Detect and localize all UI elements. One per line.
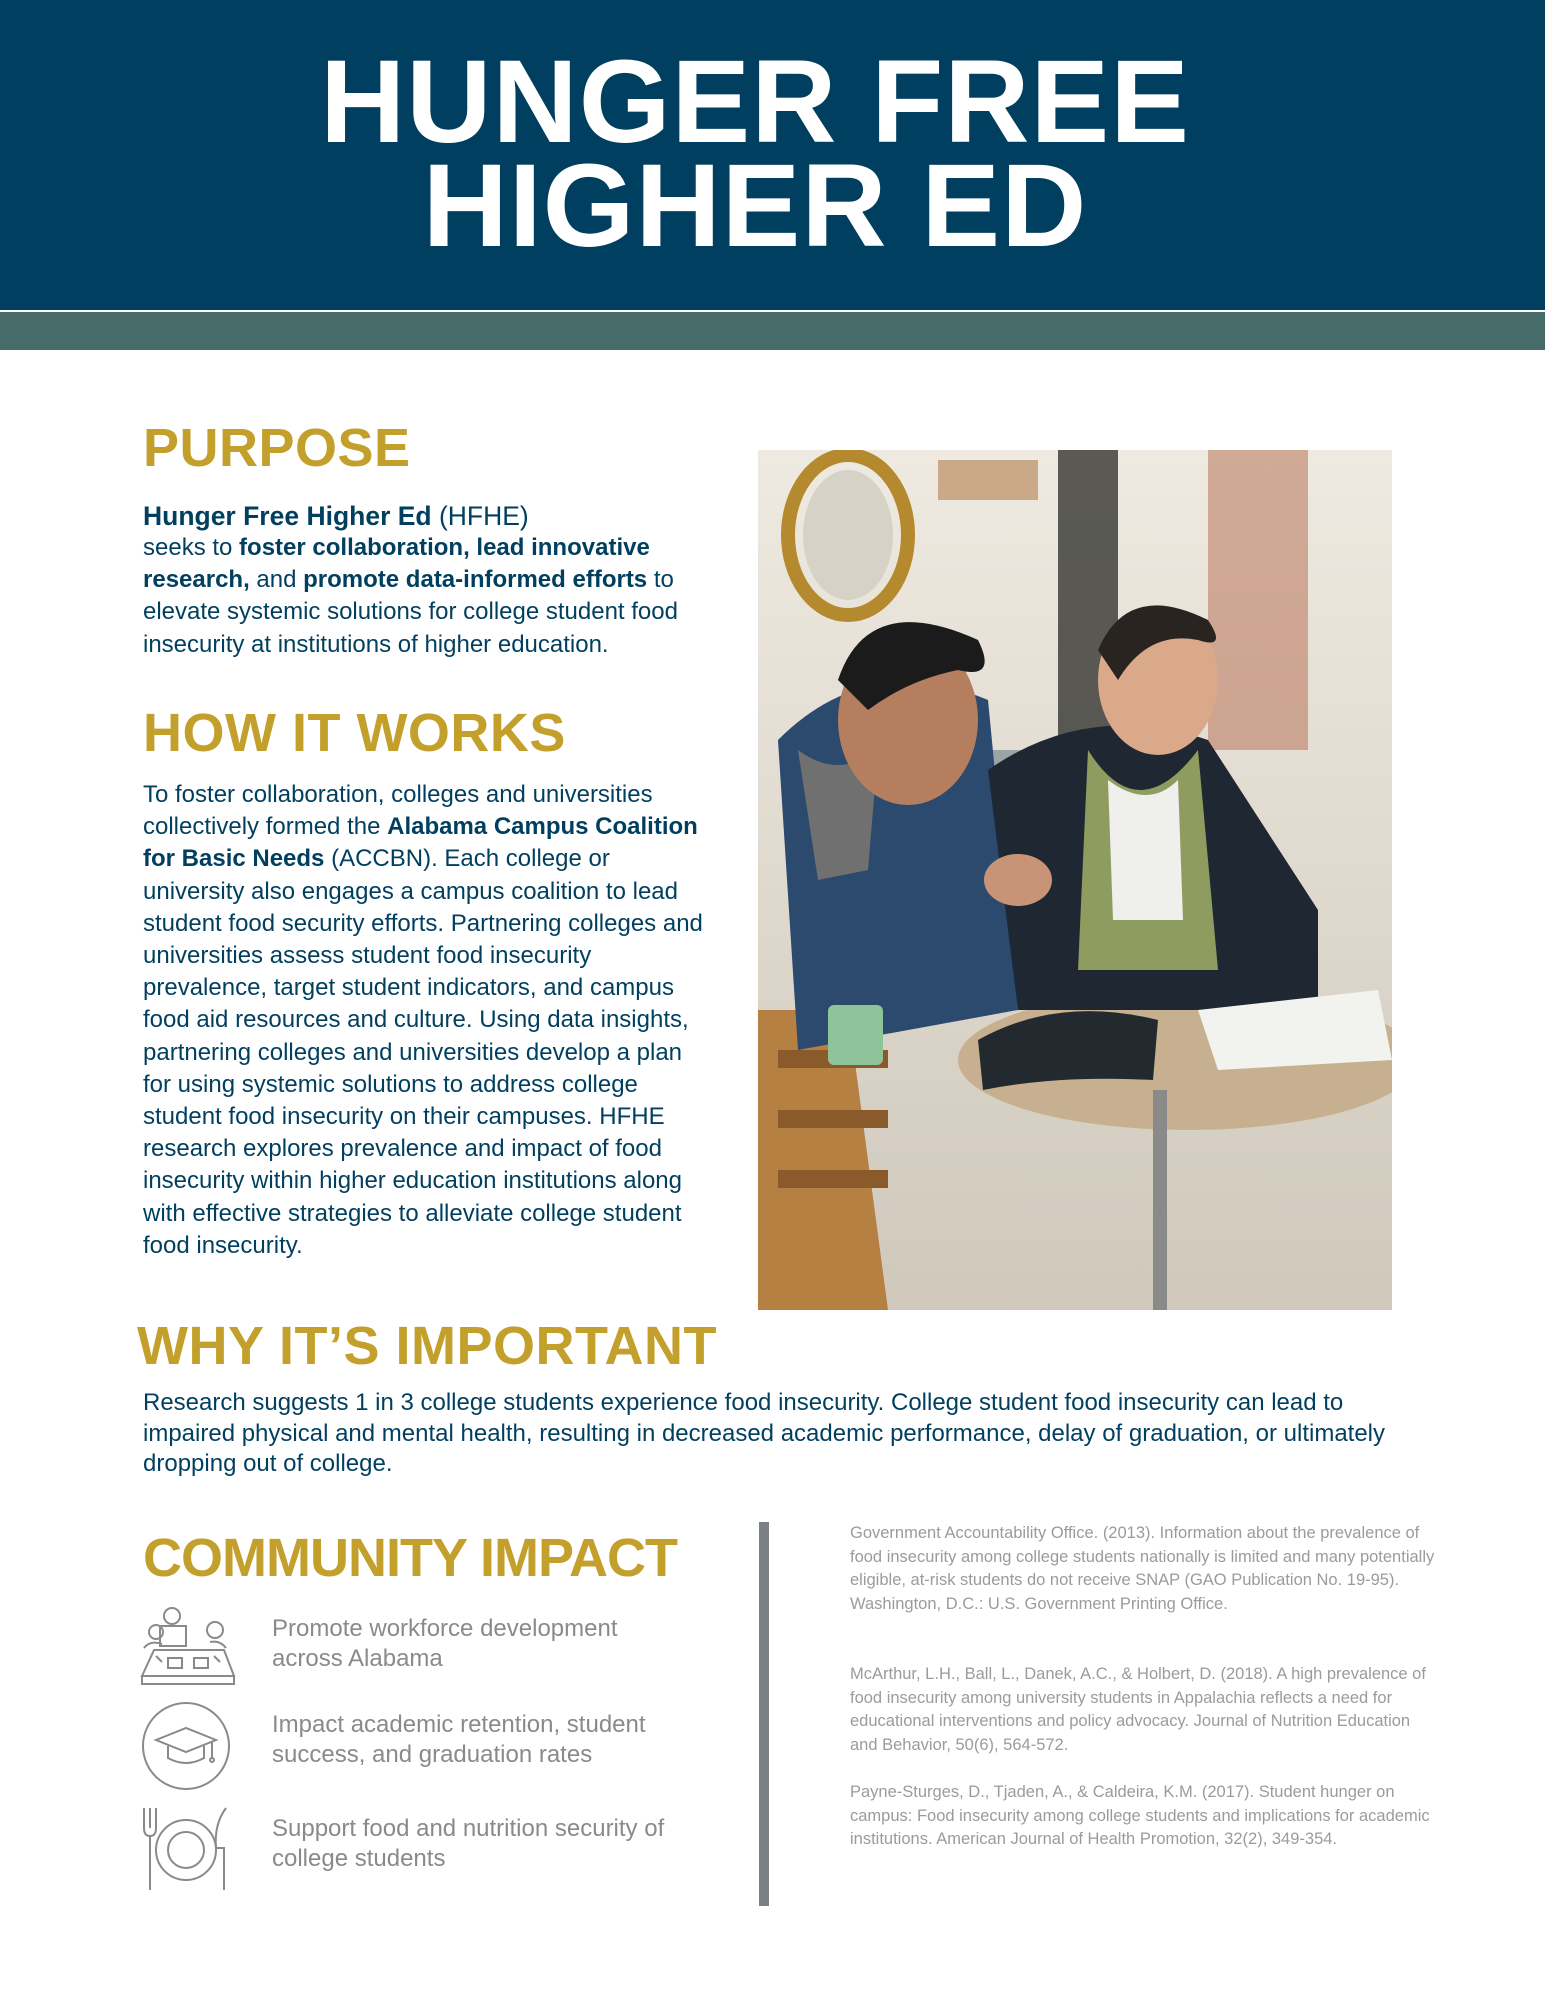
why-important-paragraph: Research suggests 1 in 3 college students experience food insecurity. College student food insecurity can lead to impaired physical and mental health, resulting in decreased academic performance, delay of graduation, or ultimately dropping out of college. bbox=[143, 1389, 1386, 1477]
impact-text-academic: Impact academic retention, student success, and graduation rates bbox=[272, 1711, 646, 1768]
header-accent-band bbox=[0, 312, 1545, 350]
title-line-1: HUNGER FREE bbox=[320, 36, 1190, 168]
impact-item-academic bbox=[140, 1700, 700, 1796]
purpose-heading: PURPOSE bbox=[143, 418, 411, 478]
how-text-1: To foster collaboration, colleges and universities collectively formed the bbox=[143, 781, 653, 841]
purpose-bold-2: promote data-informed efforts bbox=[303, 566, 648, 594]
why-important-heading: WHY IT’S IMPORTANT bbox=[137, 1316, 717, 1376]
vertical-divider bbox=[759, 1522, 769, 1906]
how-text-2: (ACCBN). Each college or university also engages a campus coalition to lead student food security efforts. Partnering colleges and universities assess student food insecurity prevalence, target student indicators, and campus food aid resources and culture. Using data insights, partnering colleges and universities develop a plan for using systemic solutions to address college student food insecurity on their campuses. HFHE research explores prevalence and impact of food insecurity within higher education institutions along with effective strategies to alleviate college student food insecurity. bbox=[143, 845, 703, 1259]
purpose-text-1: seeks to bbox=[143, 534, 240, 561]
page-title bbox=[0, 36, 1510, 272]
purpose-paragraph bbox=[143, 500, 723, 661]
community-impact-heading: COMMUNITY IMPACT bbox=[143, 1528, 677, 1588]
graduation-cap-icon bbox=[140, 1700, 236, 1796]
impact-item-food bbox=[140, 1804, 700, 1900]
program-name: Hunger Free Higher Ed bbox=[143, 501, 432, 531]
plate-fork-knife-icon bbox=[140, 1804, 236, 1900]
reference-payne-sturges: Payne-Sturges, D., Tjaden, A., & Caldeira, K.M. (2017). Student hunger on campus: Food insecurity among college students and implications for academic institutions. American Journal of Health Promotion, 32(2), 349-354. bbox=[850, 1783, 1430, 1848]
impact-item-workforce bbox=[140, 1604, 700, 1700]
workforce-meeting-icon bbox=[140, 1604, 236, 1700]
how-it-works-heading: HOW IT WORKS bbox=[143, 703, 566, 763]
title-line-2: HIGHER ED bbox=[422, 140, 1088, 272]
header-banner bbox=[0, 0, 1545, 310]
purpose-text-3: to elevate systemic solutions for college student food insecurity at institutions of higher education. bbox=[143, 566, 678, 658]
purpose-bold-1: foster collaboration, lead innovative research, bbox=[143, 534, 650, 594]
reference-gao: Government Accountability Office. (2013). Information about the prevalence of food insecurity among college students nationally is limited and many potentially eligible, at-risk students do not receive SNAP (GAO Publication No. 19-95). Washington, D.C.: U.S. Government Printing Office. bbox=[850, 1524, 1435, 1613]
impact-text-workforce: Promote workforce development across Alabama bbox=[272, 1615, 618, 1672]
program-abbr: (HFHE) bbox=[431, 501, 529, 531]
impact-text-food: Support food and nutrition security of college students bbox=[272, 1815, 665, 1872]
purpose-text-2: and bbox=[249, 566, 304, 594]
coalition-name: Alabama Campus Coalition for Basic Needs bbox=[143, 813, 698, 873]
how-it-works-paragraph bbox=[143, 779, 705, 1262]
reference-mcarthur: McArthur, L.H., Ball, L., Danek, A.C., & Holbert, D. (2018). A high prevalence of food insecurity among university students in Appalachia reflects a need for educational interventions and policy advocacy. Journal of Nutrition Education and Behavior, 50(6), 564-572. bbox=[850, 1665, 1426, 1754]
students-photo bbox=[758, 450, 1392, 1310]
